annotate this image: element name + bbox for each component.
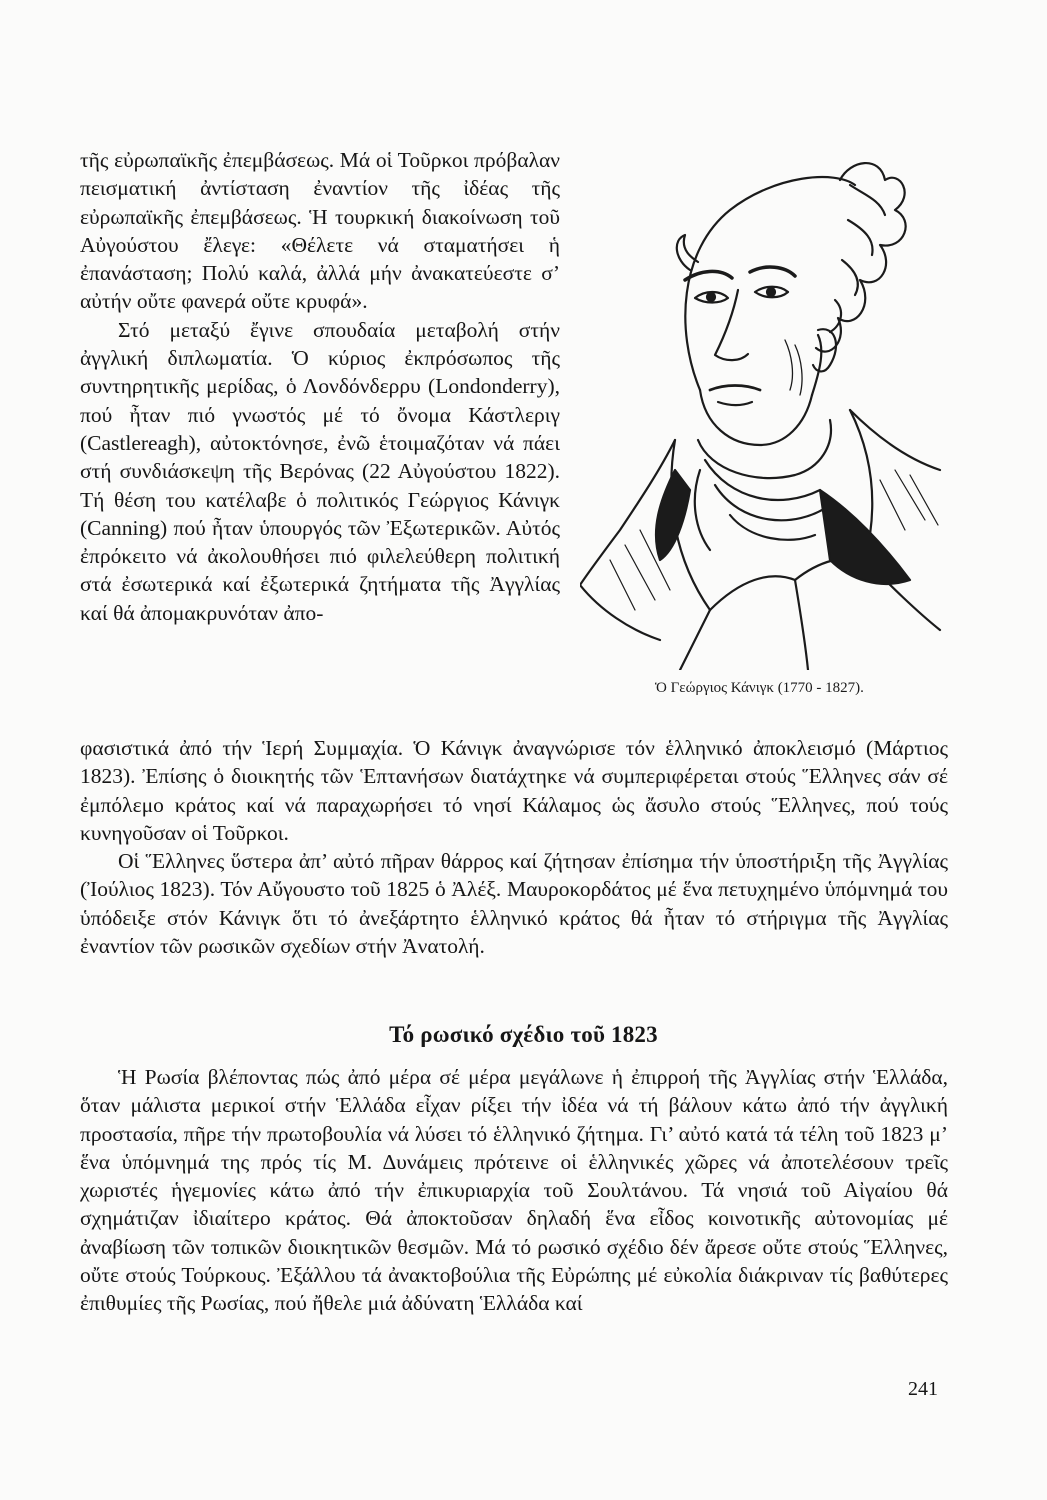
paragraph: Ἡ Ρωσία βλέποντας πώς ἀπό μέρα σέ μέρα μεγάλωνε ἡ ἐπιρροή τῆς Ἀγγλίας στήν Ἑλλάδα, ὅταν μάλιστα μερικοί στήν Ἑλλάδα εἶχαν ρίξει τήν ἰδέα νά τή βάλουν κάτω ἀπό τήν ἀγγλική προστασία, πῆρε τήν πρωτοβουλία νά λύσει τό ἑλληνικό ζήτημα. Γι’ αὐτό κατά τά τέλη τοῦ 1823 μ’ ἕνα ὑπόμνημά της πρός τίς Μ. Δυνάμεις πρότεινε οἱ ἑλληνικές χῶρες νά ἀποτελέσουν τρεῖς χωριστές ἡγεμονίες κάτω ἀπό τήν ἐπικυριαρχία τοῦ Σουλτάνου. Τά νησιά τοῦ Αἰγαίου θά σχημάτιζαν ἰδιαίτερο κράτος. Θά ἀποκτοῦσαν δηλαδή ἕνα εἶδος κοινοτικῆς αὐτονομίας μέ ἀναβίωση τῶν τοπικῶν διοικητικῶν θεσμῶν. Μά τό ρωσικό σχέδιο δέν ἄρεσε οὔτε στούς Ἕλληνες, οὔτε στούς Τούρκους. Ἐξάλλου τά ἀνακτοβούλια τῆς Εὐρώπης μέ εὐκολία διάκριναν τίς βαθύτερες ἐπιθυμίες τῆς Ρωσίας, πού ἤθελε μιά ἀδύνατη Ἑλλάδα καί — [80, 1065, 948, 1316]
page-number: 241 — [908, 1378, 938, 1400]
left-column-text — [80, 146, 560, 627]
body-text-lower — [80, 1063, 948, 1318]
paragraph: Στό μεταξύ ἔγινε σπουδαία μεταβολή στήν ἀγγλική διπλωματία. Ὁ κύριος ἐκπρόσωπος τῆς συντηρητικῆς μερίδας, ὁ Λονδόνδερρυ (Londonderry), πού ἦταν πιό γνωστός μέ τό ὄνομα Κάστλεριγ (Castlereagh), αὐτοκτόνησε, ἐνῶ ἑτοιμαζόταν νά πάει στή συνδιάσκεψη τῆς Βερόνας (22 Αὐγούστου 1822). Τή θέση του κατέλαβε ὁ πολιτικός Γεώργιος Κάνιγκ (Canning) πού ἦταν ὑπουργός τῶν Ἐξωτερικῶν. Αὐτός ἐπρόκειτο νά ἀκολουθήσει πιό φιλελεύθερη πολιτική στά ἐσωτερικά καί ἐξωτερικά ζητήματα τῆς Ἀγγλίας καί θά ἀπομακρυνόταν ἀπο- — [80, 317, 560, 625]
portrait-illustration — [580, 140, 952, 670]
section-heading: Τό ρωσικό σχέδιο τοῦ 1823 — [389, 1022, 658, 1047]
figure-caption: Ὁ Γεώργιος Κάνιγκ (1770 - 1827). — [655, 680, 864, 696]
body-text-upper — [80, 734, 948, 960]
paragraph: Οἱ Ἕλληνες ὕστερα ἀπ’ αὐτό πῆραν θάρρος καί ζήτησαν ἐπίσημα τήν ὑποστήριξη τῆς Ἀγγλίας (Ἰούλιος 1823). Τόν Αὔγουστο τοῦ 1825 ὁ Ἀλέξ. Μαυροκορδάτος μέ ἕνα πετυχημένο ὑπόμνημά του ὑπόδειξε στόν Κάνιγκ ὅτι τό ἀνεξάρτητο ἑλληνικό κράτος θά ἦταν τό στήριγμα τῆς Ἀγγλίας ἐναντίον τῶν ρωσικῶν σχεδίων στήν Ἀνατολή. — [80, 849, 948, 959]
paragraph: τῆς εὐρωπαϊκῆς ἐπεμβάσεως. Μά οἱ Τοῦρκοι πρόβαλαν πεισματική ἀντίσταση ἐναντίον τῆς ἰδέας τῆς εὐρωπαϊκῆς ἐπεμβάσεως. Ἡ τουρκική διακοίνωση τοῦ Αὐγούστου ἔλεγε: «Θέλετε νά σταματήσει ἡ ἐπανάσταση; Πολύ καλά, ἀλλά μήν ἀνακατεύεστε σ’ αὐτήν οὔτε φανερά οὔτε κρυφά». — [80, 148, 560, 314]
paragraph: φασιστικά ἀπό τήν Ἱερή Συμμαχία. Ὁ Κάνιγκ ἀναγνώρισε τόν ἑλληνικό ἀποκλεισμό (Μάρτιος 1823). Ἐπίσης ὁ διοικητής τῶν Ἑπτανήσων διατάχτηκε νά συμπεριφέρεται στούς Ἕλληνες σάν σέ ἐμπόλεμο κράτος καί νά παραχωρήσει τό νησί Κάλαμος ὡς ἄσυλο στούς Ἕλληνες, πού τούς κυνηγοῦσαν οἱ Τοῦρκοι. — [80, 736, 948, 845]
